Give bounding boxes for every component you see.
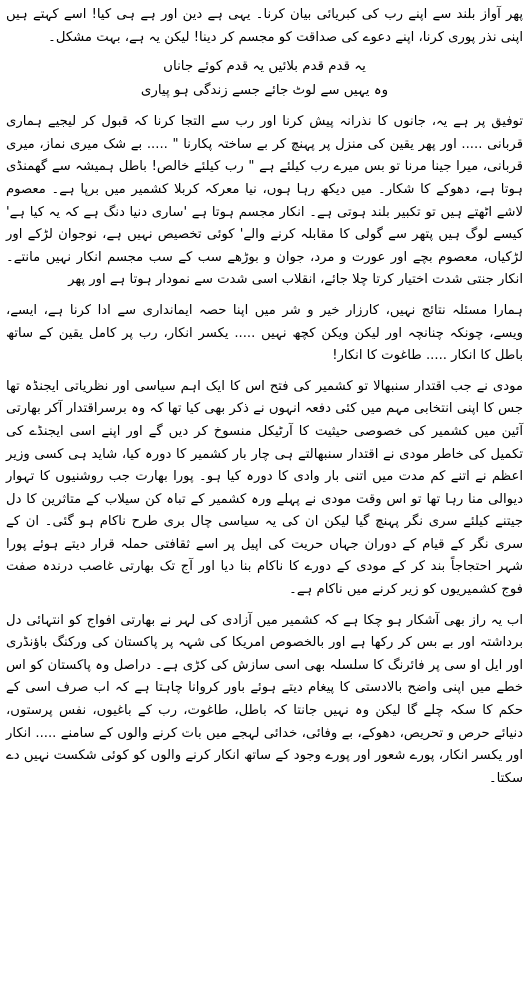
paragraph-sacrifice: توفیق پر ہے یہ، جانوں کا نذرانہ پیش کرنا اور رب سے التجا کرنا کہ قبول کر لیجیے ہماری قربانی ..... اور پھر یقین کی منزل پر پہنچ کر بے ساختہ پکارنا " ..... بے شک میری نماز، میری قربانی، میرا جینا مرنا تو بس میرے رب کیلئے ہے " رب کیلئے خالص! باطل ہمیشہ سے گھمنڈی ہوتا ہے، دھوکے کا شکار۔ میں دیکھ رہا ہوں، نیا معرکہ کربلا کشمیر میں برپا ہے۔ معصوم لاشے اٹھتے ہیں تو تکبیر بلند ہوتی ہے۔ انکار مجسم ہوتا ہے 'ساری دنیا دنگ ہے کہ یہ کیا ہے' کیسے لوگ ہیں پتھر سے گولی کا مقابلہ کرنے والے' کوئی تخصیص نہیں ہے، نوجوان لڑکے اور لڑکیاں، معصوم بچے اور عورت و مرد، جوان و بوڑھے سب کے سب مجسم انکار نہیں مانتے۔ انکار جنتی شدت اختیار کرتا چلا جائے، انقلاب اسی شدت سے نمودار ہوتا ہے اور پھر: [6, 114, 523, 288]
paragraph-conclusion: اب یہ راز بھی آشکار ہو چکا ہے کہ کشمیر میں آزادی کی لہر نے بھارتی افواج کو انتہائی دل برداشتہ اور بے بس کر رکھا ہے اور بالخصوص امریکا کی شہہ پر پاکستان کی ورکنگ باؤنڈری اور ایل او سی پر فائرنگ کا سلسلہ بھی اسی سازش کی کڑی ہے۔ دراصل وہ پاکستان کو اس خطے میں اپنی واضح بالادستی کا پیغام دیتے ہوئے باور کروانا چاہتا ہے کہ اب صرف اسی کے حکم کا سکہ چلے گا لیکن وہ نہیں جانتا کہ باطل، طاغوت، رب کے باغیوں، نفس پرستوں، دنیائے حرص و تحریص، دھوکے، بے وفائی، خدائی لہجے میں بات کرنے والوں کے سامنے ..... انکار اور یکسر انکار، پورے شعور اور پورے وجود کے ساتھ انکار کرنے والوں کو کوئی شکست نہیں دے سکتا۔: [6, 612, 523, 786]
paragraph-rejection: ہمارا مسئلہ نتائج نہیں، کارزار خیر و شر میں اپنا حصہ ایمانداری سے ادا کرنا ہے، ایسے، ویسے، چونکہ چنانچہ اور لیکن ویکن کچھ نہیں ..... یکسر انکار، رب پر کامل یقین کے ساتھ باطل کا انکار ..... طاغوت کا انکار!: [6, 302, 523, 364]
verse-couplet: [6, 55, 523, 103]
verse-line-2: وہ یہیں سے لوٹ جائے جسے زندگی ہو پیاری: [140, 83, 389, 99]
paragraph-opening: پھر آواز بلند سے اپنے رب کی کبریائی بیان کرنا۔ یہی ہے دین اور ہے ہی کیا! اسے کہتے ہیں اپنی نذر پوری کرنا، اپنے دعوے کی صداقت کو مجسم کر دینا! لیکن یہ ہے، بہت مشکل۔: [6, 7, 523, 45]
article-page: [6, 4, 523, 790]
verse-line-1: یہ قدم قدم بلائیں یہ قدم کوئے جاناں: [163, 59, 366, 75]
paragraph-modi: مودی نے جب اقتدار سنبھالا تو کشمیر کی فتح اس کا ایک اہم سیاسی اور نظریاتی ایجنڈہ تھا جس کا اپنی انتخابی مہم میں کئی دفعہ انہوں نے ذکر بھی کیا تھا کہ وہ برسراقتدار آکر بھارتی آئین میں کشمیر کی خصوصی حیثیت کا آرٹیکل منسوخ کر دیں گے اور اپنے اسی ایجنڈے کی تکمیل کی خاطر مودی نے اقتدار سنبھالتے ہی چار بار کشمیر کا دورہ کیا، شاید ہی کسی وزیر اعظم نے اتنے کم مدت میں اتنی بار وادی کا دورہ کیا ہو۔ پورا بھارت جب روشنیوں کا تہوار دیوالی منا رہا تھا تو اس وقت مودی نے پہلے ورہ کشمیر کے تباہ کن سیلاب کے متاثرین کا دل جیتنے کیلئے سری نگر پہنچ گیا لیکن ان کی یہ سیاسی چال بری طرح ناکام ہو گئی۔ ان کے سری نگر کے قیام کے دوران جہاں حریت کی اپیل پر اسے ثقافتی حملہ قرار دیتے ہوئے پورا شہر احتجاجاً بند کر کے مودی کے دورے کا ناکام بنا دیا اور آج تک بھارتی غاصب درندہ صفت فوج کشمیریوں کو زیر کرنے میں ناکام ہے۔: [6, 378, 523, 598]
